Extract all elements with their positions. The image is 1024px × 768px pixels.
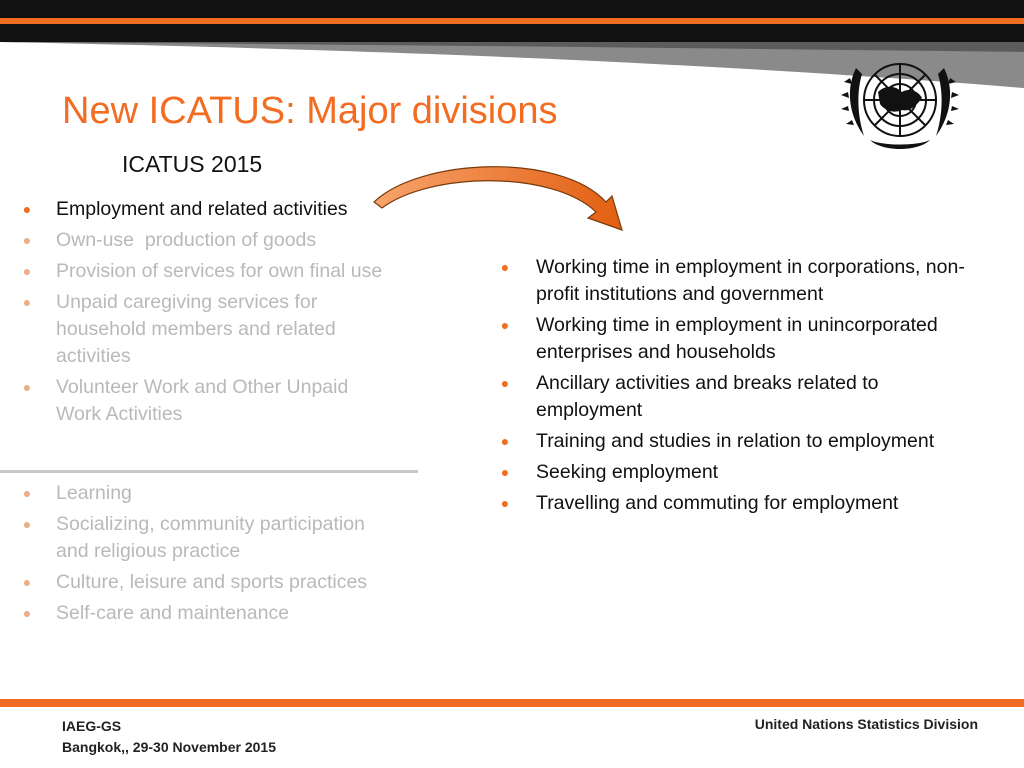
list-item <box>20 511 395 565</box>
footer-bar <box>0 699 1024 707</box>
list-item <box>20 374 395 428</box>
footer-division: United Nations Statistics Division <box>754 716 978 732</box>
list-item-label: Provision of services for own final use <box>56 260 383 282</box>
bullet-dot-icon: ● <box>500 259 510 275</box>
list-item <box>20 480 395 507</box>
list-item <box>498 370 978 424</box>
footer-location-date: Bangkok,, 29-30 November 2015 <box>62 739 276 755</box>
list-item-label: Self-care and maintenance <box>56 602 290 624</box>
bullet-dot-icon: ● <box>500 464 510 480</box>
list-item <box>498 459 978 486</box>
un-emblem-icon <box>834 48 966 160</box>
bullet-dot-icon: ● <box>22 263 32 279</box>
list-item-label: Working time in employment in unincorporated enterprises and households <box>536 314 938 363</box>
bullet-dot-icon: ● <box>22 232 32 248</box>
division-list-primary <box>20 196 395 432</box>
bullet-dot-icon: ● <box>22 485 32 501</box>
list-item <box>20 258 395 285</box>
list-item-label: Seeking employment <box>536 461 719 483</box>
employment-subdivision-list <box>498 254 978 521</box>
list-item <box>20 569 395 596</box>
list-item-label: Employment and related activities <box>56 198 348 220</box>
bullet-dot-icon: ● <box>22 516 32 532</box>
list-item-label: Training and studies in relation to employment <box>536 430 935 452</box>
list-item-label: Working time in employment in corporations, non-profit institutions and government <box>536 256 965 305</box>
list-item <box>20 289 395 370</box>
division-list-secondary <box>20 480 395 631</box>
list-item <box>498 490 978 517</box>
list-item-label: Socializing, community participation and religious practice <box>56 513 365 562</box>
list-item <box>498 428 978 455</box>
bullet-dot-icon: ● <box>22 574 32 590</box>
slide-subtitle: ICATUS 2015 <box>122 151 263 177</box>
list-item <box>20 600 395 627</box>
bullet-dot-icon: ● <box>500 495 510 511</box>
list-item-label: Own-use production of goods <box>56 229 317 251</box>
list-item <box>20 227 395 254</box>
list-item <box>498 312 978 366</box>
list-item-label: Learning <box>56 482 132 504</box>
list-item <box>20 196 395 223</box>
list-item-label: Volunteer Work and Other Unpaid Work Activities <box>56 376 349 425</box>
curved-arrow-icon <box>360 150 640 240</box>
bullet-dot-icon: ● <box>500 433 510 449</box>
bullet-dot-icon: ● <box>500 375 510 391</box>
bullet-dot-icon: ● <box>22 605 32 621</box>
list-item-label: Unpaid caregiving services for household members and related activities <box>56 291 336 367</box>
bullet-dot-icon: ● <box>500 317 510 333</box>
footer-event-info <box>62 716 276 758</box>
bullet-dot-icon: ● <box>22 379 32 395</box>
list-item <box>498 254 978 308</box>
list-item-label: Ancillary activities and breaks related to employment <box>536 372 879 421</box>
footer-org: IAEG-GS <box>62 718 122 734</box>
list-item-label: Travelling and commuting for employment <box>536 492 899 514</box>
list-item-label: Culture, leisure and sports practices <box>56 571 368 593</box>
section-divider <box>0 470 418 473</box>
bullet-dot-icon: ● <box>22 294 32 310</box>
bullet-dot-icon: ● <box>22 201 32 217</box>
slide-title: New ICATUS: Major divisions <box>62 90 558 132</box>
